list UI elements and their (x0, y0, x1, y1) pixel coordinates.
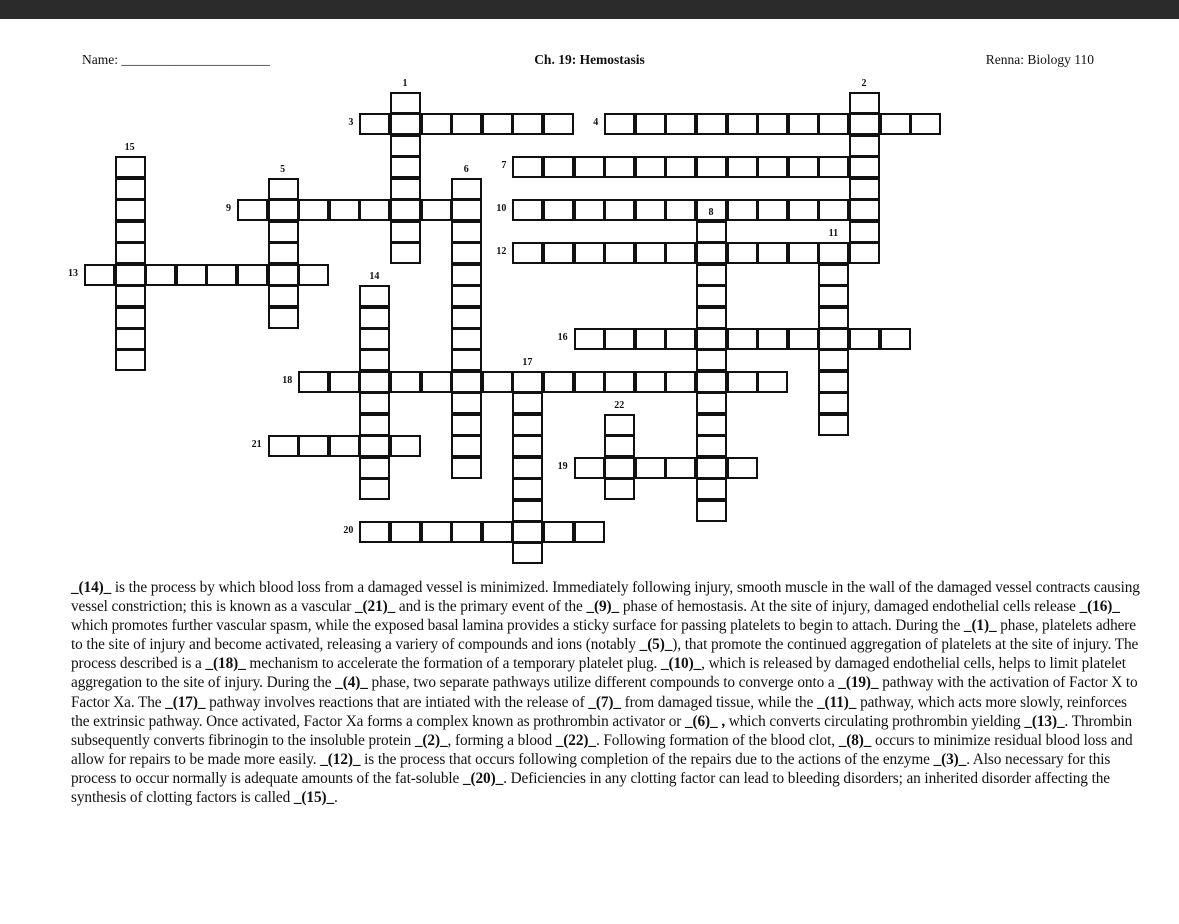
grid-cell[interactable] (421, 113, 452, 135)
grid-cell[interactable] (604, 435, 635, 457)
grid-cell[interactable] (451, 113, 482, 135)
clue-number-17: 17 (522, 356, 533, 368)
grid-cell[interactable] (849, 135, 880, 157)
grid-cell[interactable] (206, 264, 237, 286)
grid-cell[interactable] (451, 349, 482, 371)
grid-cell[interactable] (421, 521, 452, 543)
grid-cell[interactable] (115, 328, 146, 350)
grid-cell[interactable] (696, 156, 727, 178)
blank-12: _(11)_ (817, 693, 857, 711)
grid-cell[interactable] (696, 242, 727, 264)
grid-cell[interactable] (268, 178, 299, 200)
clue-number-9: 9 (226, 203, 231, 215)
clue-text: from damaged tissue, while the (620, 693, 817, 711)
grid-cell[interactable] (390, 199, 421, 221)
grid-cell[interactable] (543, 371, 574, 393)
grid-cell[interactable] (115, 156, 146, 178)
clue-number-8: 8 (708, 206, 714, 218)
blank-13: _(6)_ , (684, 712, 726, 730)
grid-cell[interactable] (757, 113, 788, 135)
clue-number-7: 7 (501, 160, 507, 172)
clue-number-20: 20 (343, 525, 354, 536)
grid-cell[interactable] (696, 478, 727, 500)
grid-cell[interactable] (665, 328, 696, 350)
grid-cell[interactable] (237, 264, 268, 286)
grid-cell[interactable] (482, 371, 513, 393)
clue-number-16: 16 (557, 331, 568, 343)
grid-cell[interactable] (635, 242, 666, 264)
clue-text: phase of hemostasis. At the site of injury, damaged endothelial cells release (619, 598, 1080, 616)
clue-text: pathway involves reactions that are intiated with the release of (205, 693, 589, 711)
blank-4: _(1)_ (963, 617, 997, 635)
grid-cell[interactable] (359, 371, 390, 393)
grid-cell[interactable] (574, 457, 605, 479)
grid-cell[interactable] (390, 371, 421, 393)
grid-cell[interactable] (421, 371, 452, 393)
clue-text: . (334, 789, 338, 807)
grid-cell[interactable] (512, 113, 543, 135)
grid-cell[interactable] (818, 328, 849, 350)
grid-cell[interactable] (237, 199, 268, 221)
grid-cell[interactable] (849, 242, 880, 264)
grid-cell[interactable] (788, 199, 819, 221)
grid-cell[interactable] (849, 221, 880, 243)
clue-text: occurs to minimize residual blood loss and allow for repairs to be made more easily. (71, 731, 1133, 768)
clue-number-22: 22 (614, 399, 625, 411)
blank-1: _(21)_ (355, 598, 396, 616)
clue-number-2: 2 (861, 78, 867, 89)
grid-cell[interactable] (788, 328, 819, 350)
grid-cell[interactable] (298, 264, 329, 286)
grid-cell[interactable] (727, 328, 758, 350)
grid-cell[interactable] (84, 264, 115, 286)
grid-cell[interactable] (298, 371, 329, 393)
grid-cell[interactable] (359, 328, 390, 350)
grid-cell[interactable] (574, 242, 605, 264)
clue-text: mechanism to accelerate the formation of a temporary platelet plug. (245, 655, 661, 673)
grid-cell[interactable] (298, 199, 329, 221)
grid-cell[interactable] (512, 392, 543, 414)
grid-cell[interactable] (818, 199, 849, 221)
grid-cell[interactable] (451, 371, 482, 393)
grid-cell[interactable] (390, 135, 421, 157)
grid-cell[interactable] (268, 264, 299, 286)
clue-text: , forming a blood (447, 731, 556, 749)
blank-8: _(4)_ (335, 674, 368, 692)
grid-cell[interactable] (298, 435, 329, 457)
grid-cell[interactable] (665, 457, 696, 479)
clue-number-6: 6 (463, 163, 469, 175)
grid-cell[interactable] (115, 221, 146, 243)
clue-number-13: 13 (68, 267, 78, 279)
grid-cell[interactable] (543, 242, 574, 264)
grid-cell[interactable] (696, 307, 727, 329)
clue-number-12: 12 (496, 246, 507, 258)
grid-cell[interactable] (390, 521, 421, 543)
grid-cell[interactable] (604, 328, 635, 350)
grid-cell[interactable] (512, 371, 543, 393)
grid-cell[interactable] (727, 156, 758, 178)
course-label: Renna: Biology 110 (985, 52, 1094, 67)
grid-cell[interactable] (176, 264, 207, 286)
clue-number-11: 11 (828, 228, 839, 240)
clue-text: . Also necessary for this process to occur normally is adequate amounts of the fat-soluble (71, 750, 1111, 787)
grid-cell[interactable] (696, 414, 727, 436)
clue-text: pathway with the activation of Factor X to Factor Xa. The (71, 674, 1138, 711)
grid-cell[interactable] (604, 242, 635, 264)
grid-cell[interactable] (543, 199, 574, 221)
grid-cell[interactable] (727, 457, 758, 479)
grid-cell[interactable] (665, 113, 696, 135)
clue-number-21: 21 (251, 439, 262, 451)
worksheet-title: Ch. 19: Hemostasis (534, 52, 645, 67)
clue-text: is the process by which blood loss from a damaged vessel is minimized. Immediately following injury, smooth muscle in the wall of the damaged vessel contracts causing vessel constriction; this is known as a vascular (71, 579, 1140, 616)
grid-cell[interactable] (115, 242, 146, 264)
grid-cell[interactable] (512, 199, 543, 221)
blank-17: _(8)_ (838, 731, 872, 749)
grid-cell[interactable] (329, 199, 360, 221)
grid-cell[interactable] (696, 264, 727, 286)
grid-cell[interactable] (696, 500, 727, 522)
grid-cell[interactable] (574, 328, 605, 350)
grid-cell[interactable] (359, 199, 390, 221)
grid-cell[interactable] (849, 156, 880, 178)
grid-cell[interactable] (543, 156, 574, 178)
grid-cell[interactable] (329, 371, 360, 393)
clue-number-14: 14 (369, 271, 380, 283)
clue-text: . Deficiencies in any clotting factor can lead to bleeding disorders; an inherited disorder affecting the synthesis of clotting factors is called (71, 769, 1110, 807)
grid-cell[interactable] (696, 113, 727, 135)
grid-cell[interactable] (818, 242, 849, 264)
grid-cell[interactable] (727, 371, 758, 393)
clue-text: ), that promote the continued aggregation of platelets at the site of injury. The process described is a (71, 636, 1139, 673)
grid-cell[interactable] (604, 113, 635, 135)
grid-cell[interactable] (543, 521, 574, 543)
grid-cell[interactable] (359, 349, 390, 371)
grid-cell[interactable] (359, 392, 390, 414)
clue-text: . Following formation of the blood clot, (595, 731, 839, 749)
grid-cell[interactable] (818, 392, 849, 414)
grid-cell[interactable] (818, 371, 849, 393)
clue-text: is the process that occurs following completion of the repairs due to the actions of the enzyme (360, 750, 934, 768)
grid-cell[interactable] (268, 285, 299, 307)
grid-cell[interactable] (818, 349, 849, 371)
grid-cell[interactable] (115, 199, 146, 221)
grid-cell[interactable] (818, 113, 849, 135)
grid-cell[interactable] (696, 392, 727, 414)
blank-7: _(10)_ (660, 655, 702, 673)
grid-cell[interactable] (727, 113, 758, 135)
grid-cell[interactable] (329, 435, 360, 457)
clue-number-15: 15 (124, 142, 135, 154)
clue-text: which converts circulating prothrombin yielding (725, 712, 1025, 730)
grid-cell[interactable] (696, 457, 727, 479)
grid-cell[interactable] (359, 285, 390, 307)
grid-cell[interactable] (818, 285, 849, 307)
grid-cell[interactable] (115, 307, 146, 329)
grid-cell[interactable] (512, 521, 543, 543)
blank-11: _(7)_ (588, 693, 621, 711)
grid-cell[interactable] (359, 307, 390, 329)
grid-cell[interactable] (635, 113, 666, 135)
grid-cell[interactable] (849, 92, 880, 114)
grid-cell[interactable] (574, 371, 605, 393)
grid-cell[interactable] (390, 92, 421, 114)
grid-cell[interactable] (451, 435, 482, 457)
grid-cell[interactable] (604, 478, 635, 500)
clue-text: , which is released by damaged endothelial cells, helps to limit platelet aggregation to the site of injury. During the (71, 655, 1126, 692)
grid-cell[interactable] (451, 328, 482, 350)
grid-cell[interactable] (512, 414, 543, 436)
grid-cell[interactable] (727, 199, 758, 221)
grid-cell[interactable] (512, 242, 543, 264)
grid-cell[interactable] (390, 242, 421, 264)
blank-9: _(19)_ (838, 674, 879, 692)
grid-cell[interactable] (451, 264, 482, 286)
blank-14: _(13)_ (1024, 712, 1065, 730)
grid-cell[interactable] (757, 328, 788, 350)
grid-cell[interactable] (665, 242, 696, 264)
blank-18: _(12)_ (320, 750, 361, 768)
grid-cell[interactable] (268, 199, 299, 221)
blank-10: _(17)_ (165, 693, 206, 711)
grid-cell[interactable] (818, 264, 849, 286)
grid-cell[interactable] (849, 178, 880, 200)
grid-cell[interactable] (451, 521, 482, 543)
grid-cell[interactable] (818, 156, 849, 178)
clue-number-1: 1 (402, 78, 408, 89)
grid-cell[interactable] (696, 221, 727, 243)
clue-text: and is the primary event of the (395, 598, 587, 616)
grid-cell[interactable] (268, 242, 299, 264)
grid-cell[interactable] (512, 500, 543, 522)
grid-cell[interactable] (268, 221, 299, 243)
grid-cell[interactable] (359, 435, 390, 457)
blank-21: _(15)_ (293, 789, 335, 807)
grid-cell[interactable] (512, 435, 543, 457)
grid-cell[interactable] (757, 242, 788, 264)
grid-cell[interactable] (696, 328, 727, 350)
name-field-label: Name: ______________________ (82, 52, 270, 67)
blank-20: _(20)_ (462, 769, 504, 787)
grid-cell[interactable] (451, 221, 482, 243)
grid-cell[interactable] (665, 199, 696, 221)
grid-cell[interactable] (512, 478, 543, 500)
grid-cell[interactable] (818, 307, 849, 329)
grid-cell[interactable] (451, 457, 482, 479)
clue-paragraph (71, 578, 1141, 807)
grid-cell[interactable] (115, 349, 146, 371)
grid-cell[interactable] (390, 113, 421, 135)
grid-cell[interactable] (727, 242, 758, 264)
grid-cell[interactable] (482, 521, 513, 543)
grid-cell[interactable] (604, 371, 635, 393)
grid-cell[interactable] (451, 414, 482, 436)
grid-cell[interactable] (574, 156, 605, 178)
grid-cell[interactable] (482, 113, 513, 135)
grid-cell[interactable] (268, 307, 299, 329)
grid-cell[interactable] (359, 521, 390, 543)
grid-cell[interactable] (512, 156, 543, 178)
clue-number-3: 3 (348, 117, 354, 129)
grid-cell[interactable] (880, 328, 911, 350)
grid-cell[interactable] (849, 328, 880, 350)
grid-cell[interactable] (757, 156, 788, 178)
grid-cell[interactable] (359, 478, 390, 500)
grid-cell[interactable] (665, 156, 696, 178)
grid-cell[interactable] (268, 435, 299, 457)
grid-cell[interactable] (359, 457, 390, 479)
grid-cell[interactable] (390, 156, 421, 178)
grid-cell[interactable] (390, 435, 421, 457)
grid-cell[interactable] (880, 113, 911, 135)
clue-number-19: 19 (557, 460, 568, 472)
grid-cell[interactable] (451, 178, 482, 200)
clue-number-4: 4 (593, 117, 599, 129)
clue-text: phase, two separate pathways utilize different compounds to converge onto a (367, 674, 839, 692)
grid-cell[interactable] (604, 414, 635, 436)
grid-cell[interactable] (451, 392, 482, 414)
grid-cell[interactable] (849, 113, 880, 135)
blank-6: _(18)_ (205, 655, 246, 673)
clue-number-18: 18 (282, 374, 293, 386)
grid-cell[interactable] (390, 178, 421, 200)
grid-cell[interactable] (512, 542, 543, 564)
grid-cell[interactable] (390, 221, 421, 243)
grid-cell[interactable] (635, 457, 666, 479)
grid-cell[interactable] (359, 113, 390, 135)
grid-cell[interactable] (696, 435, 727, 457)
blank-0: _(14)_ (71, 579, 112, 596)
grid-cell[interactable] (788, 113, 819, 135)
grid-cell[interactable] (574, 521, 605, 543)
blank-16: _(22)_ (555, 731, 596, 749)
clue-number-5: 5 (280, 163, 286, 175)
grid-cell[interactable] (115, 285, 146, 307)
grid-cell[interactable] (788, 156, 819, 178)
grid-cell[interactable] (849, 199, 880, 221)
grid-cell[interactable] (421, 199, 452, 221)
grid-cell[interactable] (115, 264, 146, 286)
clue-text: phase, platelets adhere to the site of injury and become activated, releasing a variery of compounds and ions (notably (71, 617, 1136, 654)
grid-cell[interactable] (757, 371, 788, 393)
grid-cell[interactable] (635, 199, 666, 221)
grid-cell[interactable] (115, 178, 146, 200)
grid-cell[interactable] (910, 113, 941, 135)
blank-2: _(9)_ (586, 598, 620, 616)
clue-text: . Thrombin subsequently converts fibrinogin to the insoluble protein (71, 712, 1133, 749)
grid-cell[interactable] (818, 414, 849, 436)
grid-cell[interactable] (696, 371, 727, 393)
grid-cell[interactable] (757, 199, 788, 221)
grid-cell[interactable] (635, 328, 666, 350)
blank-5: _(5)_ (639, 636, 673, 654)
grid-cell[interactable] (604, 199, 635, 221)
blank-3: _(16)_ (1079, 598, 1120, 616)
clue-number-10: 10 (496, 203, 507, 215)
clue-text: pathway, which acts more slowly, reinforces the extrinsic pathway. Once activated, Factor Xa forms a complex known as prothrombin activator or (71, 693, 1127, 730)
blank-15: _(2)_ (414, 731, 448, 749)
grid-cell[interactable] (451, 285, 482, 307)
grid-cell[interactable] (574, 199, 605, 221)
clue-text: which promotes further vascular spasm, while the exposed basal lamina provides a sticky surface for passing platelets to begin to attach. During the (71, 617, 964, 635)
grid-cell[interactable] (696, 349, 727, 371)
grid-cell[interactable] (604, 457, 635, 479)
blank-19: _(3)_ (933, 750, 967, 768)
grid-cell[interactable] (451, 307, 482, 329)
grid-cell[interactable] (145, 264, 176, 286)
grid-cell[interactable] (604, 156, 635, 178)
grid-cell[interactable] (665, 371, 696, 393)
grid-cell[interactable] (696, 285, 727, 307)
grid-cell[interactable] (359, 414, 390, 436)
grid-cell[interactable] (635, 371, 666, 393)
grid-cell[interactable] (788, 242, 819, 264)
grid-cell[interactable] (635, 156, 666, 178)
